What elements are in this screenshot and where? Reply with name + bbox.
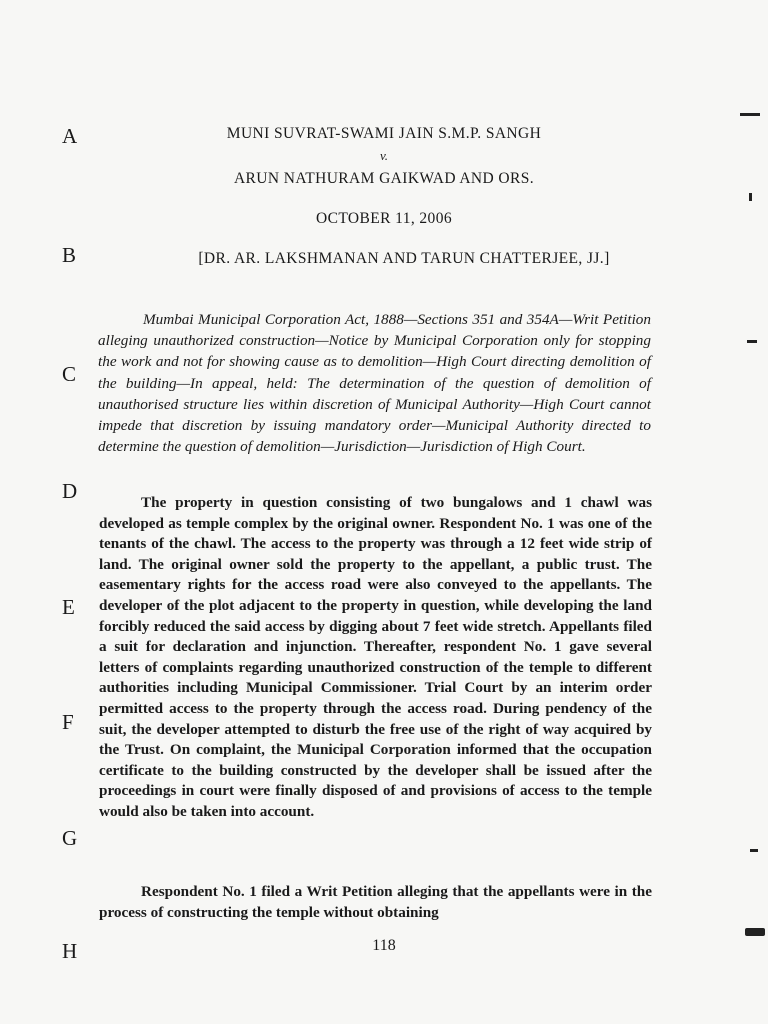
scan-speck [745,928,765,936]
margin-letter-g: G [62,826,78,850]
writ-paragraph: Respondent No. 1 filed a Writ Petition alleging that the appellants were in the process of constructing the temple without obtaining [99,883,652,921]
scan-speck [750,849,758,852]
case-appellant: MUNI SUVRAT-SWAMI JAIN S.M.P. SANGH [226,125,542,142]
judgment-date: OCTOBER 11, 2006 [315,210,452,227]
case-versus: v. [379,148,389,163]
headnote [98,309,651,457]
facts-paragraph: The property in question consisting of two bungalows and 1 chawl was developed as temple complex by the original owner. Respondent No. 1 was one of the tenants of the chawl. The access to the property was through a 12 feet wide strip of land. The original owner sold the property to the appellant, a public trust. The easementary rights for the access road were also conveyed to the appellants. The developer of the plot adjacent to the property in question, while developing the land forcibly reduced the said access by digging about 7 feet wide stretch. Appellants filed a suit for declaration and injunction. Thereafter, respondent No. 1 gave several letters of complaints regarding unauthorized construction of the temple to different authorities including Municipal Commissioner. Trial Court by an interim order permitted access to the property through the access road. During pendency of the suit, the developer attempted to disturb the free use of the right of way acquired by the Trust. On complaint, the Municipal Corporation informed that the occupation certificate to the building constructed by the developer shall be issued after the proceedings in court were finally disposed of and provisions of access to the temple would also be taken into account. [99,494,652,820]
headnote-text: Mumbai Municipal Corporation Act, 1888—Sections 351 and 354A—Writ Petition alleging unauthorized construction—Notice by Municipal Corporation only for stopping the work and not for showing cause as to demolition—High Court directing demolition of the building—In appeal, held: The determination of the question of demolition of unauthorised structure lies within discretion of Municipal Authority—High Court cannot impede that discretion by issuing mandatory order—Municipal Authority directed to determine the question of demolition—Jurisdiction—Jurisdiction of High Court. [98,311,651,456]
margin-letter-e: E [62,595,75,619]
scan-speck [747,340,757,343]
page-number: 118 [372,937,396,954]
scan-speck [740,113,760,116]
bench: [DR. AR. LAKSHMANAN AND TARUN CHATTERJEE, JJ.] [198,250,610,267]
margin-letter-c: C [62,362,77,386]
margin-letter-f: F [62,710,74,734]
margin-letter-a: A [62,124,78,148]
margin-letter-d: D [62,479,78,503]
scan-speck [749,193,752,201]
margin-letter-b: B [62,243,77,267]
margin-letter-h: H [62,939,78,963]
case-respondent: ARUN NATHURAM GAIKWAD AND ORS. [233,170,535,187]
